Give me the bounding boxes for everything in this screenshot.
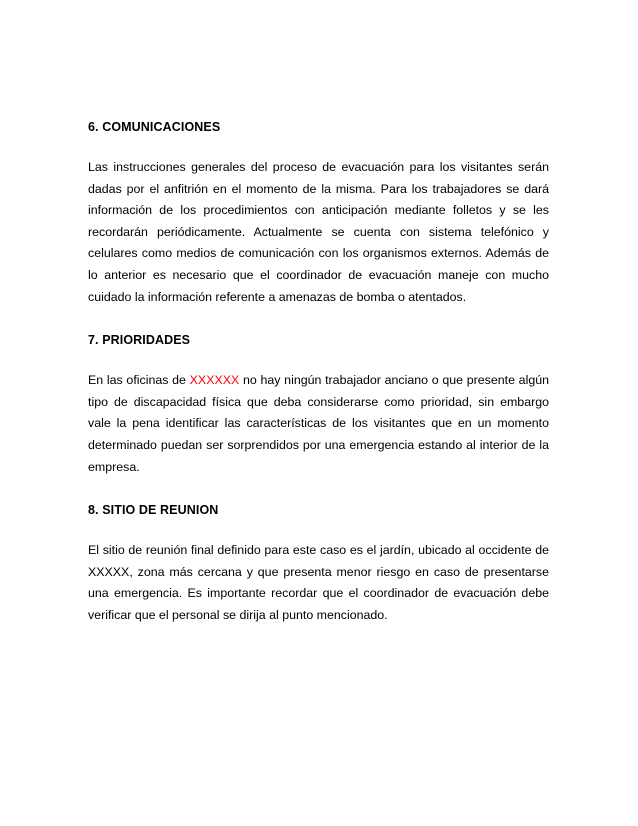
paragraph-prioridades xyxy=(88,370,549,478)
paragraph-comunicaciones: Las instrucciones generales del proceso de evacuación para los visitantes serán dadas por el anfitrión en el momento de la misma. Para los trabajadores se dará información de los procedimientos con anticipación mediante folletos y se les recordarán periódicamente. Actualmente se cuenta con sistema telefónico y celulares como medios de comunicación con los organismos externos. Además de lo anterior es necesario que el coordinador de evacuación maneje con mucho cuidado la información referente a amenazas de bomba o atentados. xyxy=(88,160,549,304)
section-comunicaciones xyxy=(88,118,549,308)
paragraph-prioridades-end: no hay ningún trabajador anciano o que presente algún tipo de discapacidad física que deba considerarse como prioridad, sin embargo vale la pena identificar las características de los visitantes que en un momento determinado puedan ser sorprendidos por una emergencia estando al interior de la empresa. xyxy=(88,373,550,474)
section-title-sitio-de-reunion: 8. SITIO DE REUNION xyxy=(88,503,219,518)
paragraph-sitio-de-reunion: El sitio de reunión final definido para este caso es el jardín, ubicado al occidente de XXXXX, zona más cercana y que presenta menor riesgo en caso de presentarse una emergencia. Es importante recordar que el coordinador de evacuación debe verificar que el personal se dirija al punto mencionado. xyxy=(88,543,549,622)
section-prioridades xyxy=(88,331,549,478)
company-placeholder-highlight: XXXXXX xyxy=(189,373,240,388)
section-title-prioridades: 7. PRIORIDADES xyxy=(88,333,191,348)
section-sitio-de-reunion xyxy=(88,501,549,626)
document-page xyxy=(88,118,549,627)
paragraph-prioridades-start: En las oficinas de xyxy=(88,373,190,388)
section-title-comunicaciones: 6. COMUNICACIONES xyxy=(88,120,221,134)
